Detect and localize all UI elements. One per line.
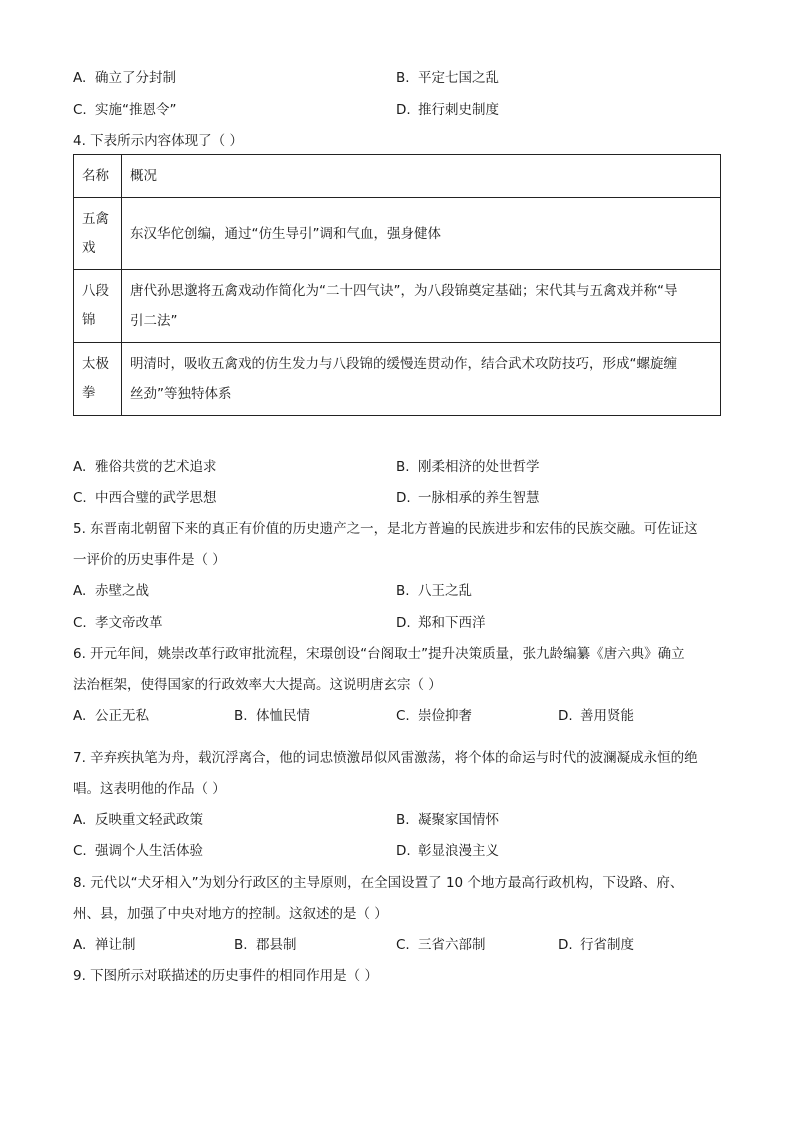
q5-option-c: C. 孝文帝改革 (73, 615, 163, 631)
q6-stem-line-1: 6. 开元年间，姚崇改革行政审批流程，宋璟创设“台阁取士”提升决策质量，张九龄编纂《唐六典》确立 (73, 646, 685, 662)
q5-option-d: D. 郑和下西洋 (396, 615, 486, 631)
q7-option-c: C. 强调个人生活体验 (73, 843, 203, 859)
table-cell-name: 五禽 戏 (74, 198, 122, 270)
q6-option-b: B. 体恤民情 (234, 708, 310, 724)
table-row (74, 343, 721, 416)
table-header-desc: 概况 (122, 155, 721, 198)
q5-option-b: B. 八王之乱 (396, 583, 472, 599)
table-cell-name: 太极 拳 (74, 343, 122, 416)
q5-option-a: A. 赤壁之战 (73, 583, 149, 599)
q8-option-b: B. 郡县制 (234, 937, 297, 953)
q5-stem-line-1: 5. 东晋南北朝留下来的真正有价值的历史遗产之一，是北方普遍的民族进步和宏伟的民族交融。可佐证这 (73, 521, 698, 537)
q8-stem-line-2: 州、县，加强了中央对地方的控制。这叙述的是（ ） (73, 906, 388, 922)
q6-stem-line-2: 法治框架，使得国家的行政效率大大提高。这说明唐玄宗（ ） (73, 677, 442, 693)
q7-option-b: B. 凝聚家国情怀 (396, 812, 499, 828)
table-cell-desc: 唐代孙思邈将五禽戏动作简化为“二十四气诀”，为八段锦奠定基础；宋代其与五禽戏并称“导 引二法” (122, 270, 721, 343)
q7-option-a: A. 反映重文轻武政策 (73, 812, 203, 828)
q8-option-a: A. 禅让制 (73, 937, 136, 953)
q4-option-c: C. 中西合璧的武学思想 (73, 490, 217, 506)
q8-option-d: D. 行省制度 (558, 937, 634, 953)
table-header-name: 名称 (74, 155, 122, 198)
q7-stem-line-1: 7. 辛弃疾执笔为舟，载沉浮离合，他的词忠愤激昂似风雷激荡，将个体的命运与时代的波澜凝成永恒的绝 (73, 750, 698, 766)
q3-option-d: D. 推行刺史制度 (396, 102, 499, 118)
q8-option-c: C. 三省六部制 (396, 937, 486, 953)
q7-stem-line-2: 唱。这表明他的作品（ ） (73, 781, 226, 797)
table-row (74, 270, 721, 343)
q6-option-c: C. 崇俭抑奢 (396, 708, 472, 724)
q3-option-b: B. 平定七国之乱 (396, 70, 499, 86)
q3-option-c: C. 实施“推恩令” (73, 102, 177, 118)
q4-stem: 4. 下表所示内容体现了（ ） (73, 133, 243, 149)
q6-option-a: A. 公正无私 (73, 708, 149, 724)
table-cell-name: 八段 锦 (74, 270, 122, 343)
q7-option-d: D. 彰显浪漫主义 (396, 843, 499, 859)
q4-table (73, 154, 721, 416)
table-cell-desc: 明清时，吸收五禽戏的仿生发力与八段锦的缓慢连贯动作，结合武术攻防技巧，形成“螺旋缠 丝劲”等独特体系 (122, 343, 721, 416)
q3-option-a: A. 确立了分封制 (73, 70, 176, 86)
q4-option-b: B. 刚柔相济的处世哲学 (396, 459, 540, 475)
q5-stem-line-2: 一评价的历史事件是（ ） (73, 552, 226, 568)
table-row (74, 198, 721, 270)
q9-stem: 9. 下图所示对联描述的历史事件的相同作用是（ ） (73, 968, 378, 984)
q4-option-a: A. 雅俗共赏的艺术追求 (73, 459, 217, 475)
q6-option-d: D. 善用贤能 (558, 708, 634, 724)
table-cell-desc: 东汉华佗创编，通过“仿生导引”调和气血，强身健体 (122, 198, 721, 270)
q8-stem-line-1: 8. 元代以“犬牙相入”为划分行政区的主导原则，在全国设置了 10 个地方最高行政机构，下设路、府、 (73, 875, 684, 891)
q4-option-d: D. 一脉相承的养生智慧 (396, 490, 540, 506)
table-header-row (74, 155, 721, 198)
